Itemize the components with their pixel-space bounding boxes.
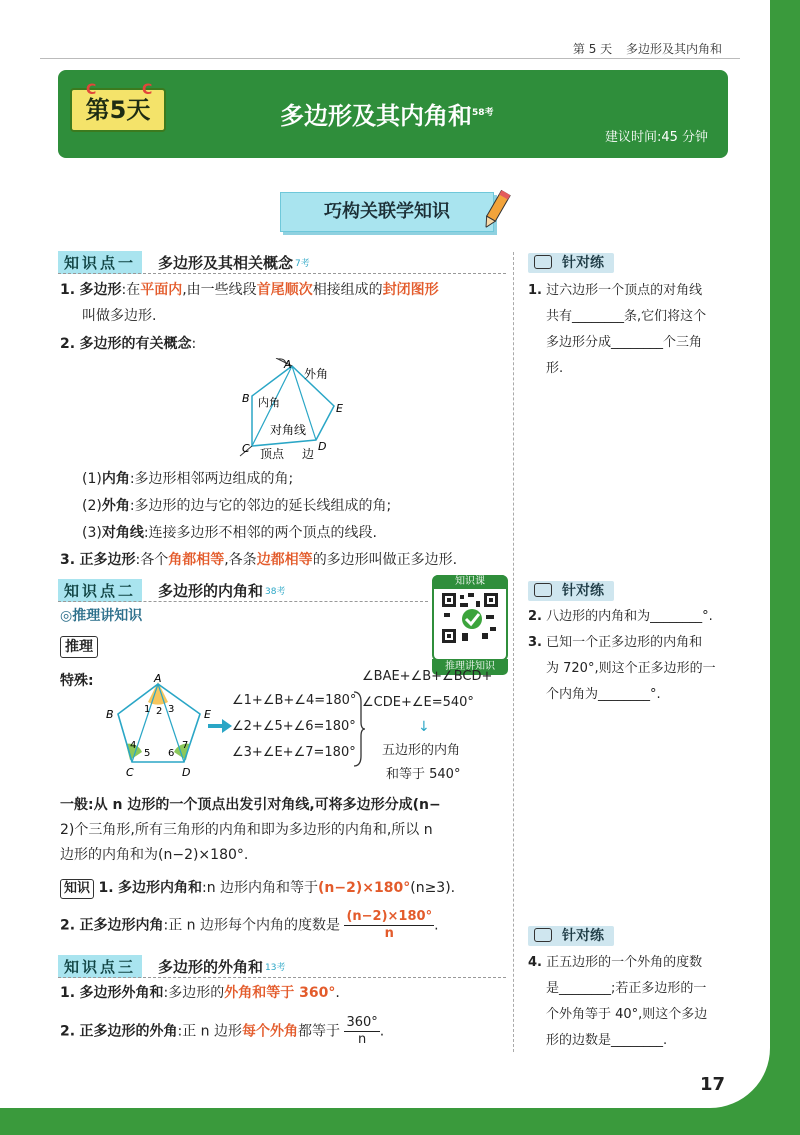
kp3-i1-r: 外角和等于 360° xyxy=(224,985,336,1001)
kp1-title: 多边形及其相关概念 xyxy=(158,253,294,272)
kp1-heading xyxy=(58,250,310,274)
p4-line4: 形的边数是________. xyxy=(546,1033,668,1048)
polygon-figure xyxy=(230,358,380,463)
practice-head-3 xyxy=(528,926,614,946)
kp2-heading xyxy=(58,578,285,602)
kp3-i1-a: :多边形的 xyxy=(163,985,225,1001)
general-line1 xyxy=(60,794,510,816)
kp1-sub3-label: 对角线 xyxy=(101,525,144,541)
qr-code-icon xyxy=(442,593,498,643)
p1-line1 xyxy=(528,278,760,304)
k2-frac-den: n xyxy=(384,926,394,941)
kp1-sub3-text: :连接多边形不相邻的两个顶点的线段. xyxy=(143,525,378,541)
p1-num: 1. xyxy=(528,283,542,298)
general-text-1: 一般:从 n 边形的一个顶点出发引对角线,可将多边形分成(n− xyxy=(60,797,441,813)
fig-label-b: B xyxy=(242,392,250,405)
kp1-item3-a: :各个 xyxy=(135,552,169,568)
kp2-tag: 知识点二 xyxy=(58,579,142,602)
kp1-sub2-label: 外角 xyxy=(101,498,130,514)
running-title: 多边形及其内角和 xyxy=(625,42,722,56)
p1-line3: 多边形分成________个三角 xyxy=(546,335,703,350)
pent-c: C xyxy=(126,766,134,779)
general-line3: 边形的内角和为(n−2)×180°. xyxy=(60,847,249,863)
kp1-sub1-idx: (1) xyxy=(82,471,102,487)
eq3: ∠3+∠E+∠7=180° xyxy=(232,745,356,760)
p2-line1 xyxy=(528,604,760,630)
eq2: ∠2+∠5+∠6=180° xyxy=(232,719,356,734)
kp3-i2-a: :正 n 边形 xyxy=(177,1023,243,1040)
fig-label-c: C xyxy=(242,442,250,455)
kp3-i2-end: . xyxy=(379,1023,385,1040)
kp2-k1 xyxy=(60,877,520,899)
kp1-sub1 xyxy=(82,468,293,490)
banner-exam-count: 58考 xyxy=(472,108,494,118)
hand-pointer-icon xyxy=(534,928,552,942)
p2-l1: 八边形的内角和为________°. xyxy=(546,609,713,624)
kp3-title: 多边形的外角和 xyxy=(158,957,264,976)
pent-n4: 4 xyxy=(130,740,137,751)
p3-num: 3. xyxy=(528,635,542,650)
kp1-item1-a: :在 xyxy=(121,282,141,298)
kp3-i2-b: 都等于 xyxy=(298,1023,341,1040)
pent-e: E xyxy=(204,708,211,721)
sum2: ∠CDE+∠E=540° xyxy=(362,695,474,710)
kp3-tag: 知识点三 xyxy=(58,955,142,978)
kp1-item1 xyxy=(60,279,510,301)
practice-4 xyxy=(528,950,760,1054)
fig-label-d: D xyxy=(318,440,327,453)
kp3-i2-label: 正多边形的外角 xyxy=(79,1023,178,1040)
fig-label-vertex: 顶点 xyxy=(260,447,285,461)
badge-c-right: C xyxy=(142,82,153,98)
practice-2-3 xyxy=(528,604,760,708)
fig-label-inner: 内角 xyxy=(258,396,280,409)
fig-label-a: A xyxy=(284,358,292,371)
practice-head-2-label: 针对练 xyxy=(562,583,604,599)
p3-line2: 为 720°,则这个正多边形的一 xyxy=(546,661,716,676)
kp3-rule xyxy=(58,977,506,978)
kp1-item2-label: 多边形的有关概念 xyxy=(79,336,192,352)
k2-num: 2. xyxy=(60,917,76,934)
column-divider xyxy=(513,252,514,1052)
sum3: 五边形的内角 xyxy=(382,743,461,758)
p4-line2: 是________;若正多边形的一 xyxy=(546,981,707,996)
special-label: 特殊: xyxy=(60,673,94,689)
k1-b: (n≥3). xyxy=(410,880,456,896)
header-rule xyxy=(40,58,740,59)
k2-a: :正 n 边形每个内角的度数是 xyxy=(163,917,341,934)
kp2-rule xyxy=(58,601,428,602)
reason-tag-wrap xyxy=(60,636,98,658)
down-arrow: ↓ xyxy=(418,719,430,735)
p4-num: 4. xyxy=(528,955,542,970)
kp1-sub2-idx: (2) xyxy=(82,498,102,514)
k1-label: 多边形内角和 xyxy=(117,880,202,896)
kp1-item1-b: ,由一些线段 xyxy=(182,282,257,298)
kp3-exam-count: 13考 xyxy=(265,962,286,973)
page-number: 17 xyxy=(700,1074,726,1095)
kp1-sub3 xyxy=(82,522,377,544)
kp3-i1-end: . xyxy=(335,985,340,1001)
kp3-heading xyxy=(58,954,285,978)
running-day: 第 5 天 xyxy=(572,42,613,56)
pent-b: B xyxy=(106,708,114,721)
p3-line1 xyxy=(528,630,760,656)
pent-n6: 6 xyxy=(168,748,175,759)
kp1-item3 xyxy=(60,549,510,571)
section-title: 巧构关联学知识 xyxy=(280,192,494,232)
kp1-item3-b: ,各条 xyxy=(224,552,257,568)
kp1-item1-r2: 首尾顺次 xyxy=(256,282,313,298)
p1-line4: 形. xyxy=(546,361,564,376)
kp1-item3-num: 3. xyxy=(60,552,76,568)
reason-head: ◎推理讲知识 xyxy=(60,608,143,624)
kp1-item1-cont: 叫做多边形. xyxy=(82,308,157,324)
know-tag: 知识 xyxy=(60,879,94,899)
fig-label-diag: 对角线 xyxy=(270,423,307,437)
pent-n7: 7 xyxy=(182,740,189,751)
running-header xyxy=(563,40,722,57)
fig-label-e: E xyxy=(336,402,343,415)
fig-label-outer: 外角 xyxy=(304,367,329,381)
badge-c-left: C xyxy=(86,82,97,98)
k1-a: :n 边形内角和等于 xyxy=(201,880,319,896)
kp2-k2 xyxy=(60,909,520,942)
kp3-frac-num: 360° xyxy=(346,1015,378,1030)
k1-num: 1. xyxy=(98,880,114,896)
kp3-i1-label: 多边形外角和 xyxy=(79,985,164,1001)
general-line2: 2)个三角形,所有三角形的内角和即为多边形的内角和,所以 n xyxy=(60,822,433,838)
sum4: 和等于 540° xyxy=(386,767,461,782)
k2-frac-num: (n−2)×180° xyxy=(346,909,433,924)
sum1: ∠BAE+∠B+∠BCD+ xyxy=(362,669,493,684)
suggest-time: 建议时间:45 分钟 xyxy=(604,130,708,145)
p2-num: 2. xyxy=(528,609,542,624)
kp1-rule xyxy=(58,273,506,274)
kp1-sub2-text: :多边形的边与它的邻边的延长线组成的角; xyxy=(129,498,392,514)
kp1-item3-r2: 边都相等 xyxy=(256,552,313,568)
kp3-item1 xyxy=(60,982,340,1004)
kp2-title: 多边形的内角和 xyxy=(158,581,264,600)
kp1-item1-r3: 封闭图形 xyxy=(382,282,439,298)
kp1-item3-r1: 角都相等 xyxy=(168,552,225,568)
p1-l1: 过六边形一个顶点的对角线 xyxy=(546,283,703,298)
pent-n1: 1 xyxy=(144,704,151,715)
pent-a: A xyxy=(154,672,162,685)
kp1-item3-c: 的多边形叫做正多边形. xyxy=(312,552,458,568)
kp3-i2-r: 每个外角 xyxy=(242,1023,299,1040)
kp3-i2-num: 2. xyxy=(60,1023,76,1040)
pent-n5: 5 xyxy=(144,748,151,759)
banner-title-text: 多边形及其内角和 xyxy=(280,102,472,130)
pent-d: D xyxy=(182,766,191,779)
kp3-frac-den: n xyxy=(358,1032,367,1047)
kp1-tag: 知识点一 xyxy=(58,251,142,274)
kp1-sub1-text: :多边形相邻两边组成的角; xyxy=(129,471,294,487)
kp1-item1-c: 相接组成的 xyxy=(312,282,383,298)
practice-head-2 xyxy=(528,581,614,601)
kp1-sub1-label: 内角 xyxy=(101,471,130,487)
kp3-fraction xyxy=(344,1015,379,1048)
practice-head-1 xyxy=(528,253,614,273)
pent-n3: 3 xyxy=(168,704,175,715)
kp1-item3-label: 正多边形 xyxy=(79,552,136,568)
k1-r: (n−2)×180° xyxy=(318,880,411,896)
kp1-item1-r1: 平面内 xyxy=(140,282,183,298)
p3-l1: 已知一个正多边形的内角和 xyxy=(546,635,703,650)
practice-head-1-label: 针对练 xyxy=(562,255,604,271)
kp1-sub3-idx: (3) xyxy=(82,525,102,541)
k2-fraction xyxy=(344,909,434,942)
day-label: 第5天 xyxy=(85,96,151,124)
kp3-item2 xyxy=(60,1015,384,1048)
k2-end: . xyxy=(434,917,439,934)
p4-line3: 个外角等于 40°,则这个多边 xyxy=(546,1007,708,1022)
k2-label: 正多边形内角 xyxy=(79,917,164,934)
hand-pointer-icon xyxy=(534,583,552,597)
day-badge xyxy=(70,82,166,132)
kp1-item1-num: 1. xyxy=(60,282,76,298)
kp3-i1-num: 1. xyxy=(60,985,76,1001)
p1-line2: 共有________条,它们将这个 xyxy=(546,309,707,324)
kp1-item2: 2. 多边形的有关概念: xyxy=(60,336,197,352)
p4-l1: 正五边形的一个外角的度数 xyxy=(546,955,703,970)
qr-bottom-label: 推理讲知识 xyxy=(432,659,508,675)
kp1-item1-label: 多边形 xyxy=(79,282,122,298)
qr-code-card[interactable] xyxy=(432,575,508,672)
practice-head-3-label: 针对练 xyxy=(562,928,604,944)
p4-line1 xyxy=(528,950,760,976)
kp1-sub2 xyxy=(82,495,391,517)
pent-n2: 2 xyxy=(156,706,163,717)
kp2-exam-count: 38考 xyxy=(265,586,286,597)
kp1-item2-num: 2. xyxy=(60,336,76,352)
kp1-exam-count: 7考 xyxy=(295,258,310,269)
practice-1 xyxy=(528,278,760,382)
fig-label-edge: 边 xyxy=(302,447,315,461)
p3-line3: 个内角为________°. xyxy=(546,687,661,702)
banner-title xyxy=(280,96,494,131)
right-arrow-icon xyxy=(208,719,232,733)
eq1: ∠1+∠B+∠4=180° xyxy=(232,693,357,708)
qr-top-label: 知识课 xyxy=(434,575,506,589)
reason-tag: 推理 xyxy=(60,636,98,658)
hand-pointer-icon xyxy=(534,255,552,269)
